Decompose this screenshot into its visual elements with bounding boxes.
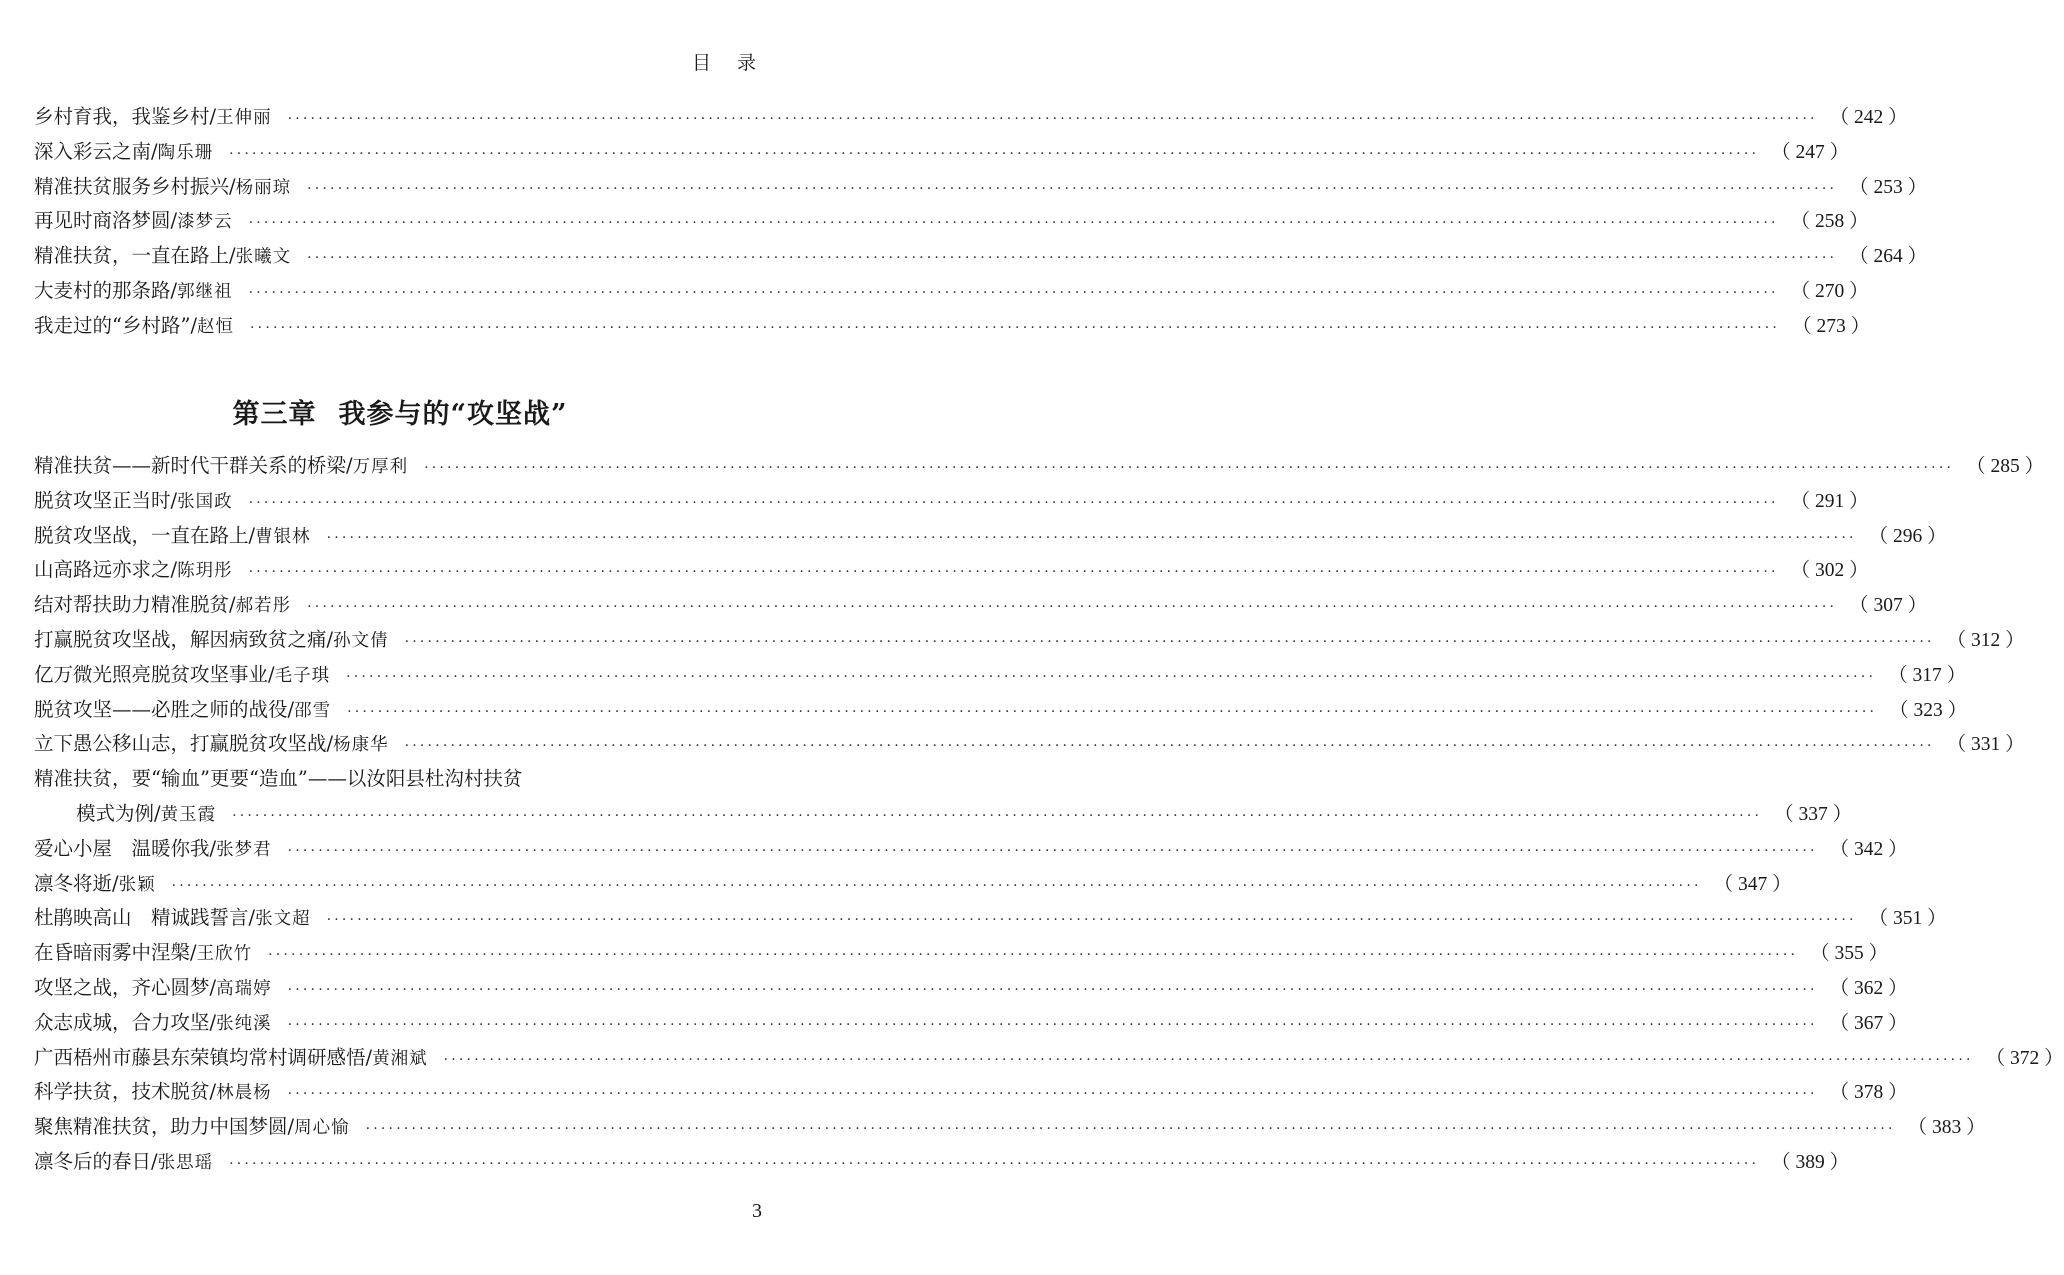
entry-separator: /	[170, 488, 178, 512]
chapter-title: 我参与的“攻坚战”	[338, 399, 568, 430]
leader-dots: ········································································································································································································	[404, 633, 1935, 650]
entry-title: 精准扶贫，一直在路上	[34, 244, 230, 268]
entry-separator: /	[268, 662, 275, 686]
leader-dots: ········································································································································································································	[443, 1051, 1974, 1068]
leader-dots: ········································································································································································································	[287, 842, 1818, 859]
toc-entry	[34, 1145, 1850, 1180]
leader-dots: ········································································································································································································	[229, 1155, 1760, 1172]
leader-dots: ········································································································································································································	[229, 145, 1760, 162]
entry-page: （ 258 ）	[1790, 211, 1869, 233]
toc-entry	[34, 867, 1792, 902]
entry-title: 众志成城，合力攻坚	[34, 1010, 210, 1034]
toc-entry	[34, 693, 1968, 728]
entry-title: 我走过的“乡村路”	[34, 313, 191, 337]
leader-dots: ········································································································································································································	[346, 668, 1877, 685]
entry-title: 凛冬后的春日	[34, 1149, 152, 1173]
leader-dots: ········································································································································································································	[287, 1016, 1818, 1033]
entry-page: （ 317 ）	[1888, 664, 1967, 686]
entry-title: 精准扶贫服务乡村振兴	[34, 174, 230, 198]
toc-entry	[34, 449, 2045, 484]
entry-title: 精准扶贫——新时代干群关系的桥梁	[34, 454, 347, 477]
entry-page: （ 331 ）	[1946, 734, 2025, 756]
entry-separator: /	[248, 906, 256, 930]
entry-separator: /	[209, 975, 217, 999]
entry-author: 张梦君	[216, 839, 272, 860]
entry-author: 陶乐珊	[157, 142, 214, 163]
entry-title: 广西梧州市藤县东荣镇均常村调研感悟	[34, 1045, 366, 1069]
leader-dots: ········································································································································································································	[232, 807, 1763, 824]
entry-separator: /	[248, 523, 256, 547]
entry-title: 深入彩云之南	[34, 139, 152, 163]
entry-title: 山高路远亦求之	[34, 558, 171, 582]
toc-entry	[34, 100, 1908, 135]
entry-author: 王伸丽	[216, 108, 272, 128]
toc-entry	[34, 588, 1928, 623]
entry-separator: /	[287, 1115, 295, 1139]
entry-author: 黄玉霞	[160, 804, 217, 825]
leader-dots: ········································································································································································································	[307, 250, 1838, 267]
entry-title: 大麦村的那条路	[34, 278, 171, 302]
leader-dots: ········································································································································································································	[250, 319, 1781, 336]
entry-page: （ 378 ）	[1829, 1082, 1908, 1104]
leader-dots: ········································································································································································································	[424, 460, 1955, 476]
entry-separator: /	[154, 801, 161, 825]
entry-title: 脱贫攻坚战，一直在路上	[34, 523, 249, 547]
toc-entry	[34, 727, 2025, 762]
entry-title: 凛冬将逝	[34, 871, 113, 895]
page-number: 3	[752, 1200, 762, 1222]
entry-separator: /	[151, 139, 158, 163]
entry-title: 亿万微光照亮脱贫攻坚事业	[34, 662, 269, 686]
toc-entry	[34, 484, 1869, 519]
leader-dots: ········································································································································································································	[347, 703, 1878, 720]
entry-separator: /	[209, 836, 217, 860]
entry-author: 张纯溪	[216, 1013, 272, 1034]
entry-title: 脱贫攻坚——必胜之师的战役	[34, 697, 288, 721]
leader-dots: ········································································································································································································	[307, 180, 1838, 197]
entry-author: 黄湘斌	[372, 1048, 428, 1069]
entry-page: （ 291 ）	[1790, 490, 1869, 512]
entry-page: （ 302 ）	[1790, 560, 1869, 582]
entry-page: （ 296 ）	[1868, 525, 1947, 547]
leader-dots: ········································································································································································································	[248, 215, 1779, 232]
toc-section-one	[34, 100, 1928, 344]
entry-author: 万厚利	[352, 457, 409, 477]
entry-author: 毛子琪	[274, 665, 331, 686]
entry-page: （ 383 ）	[1907, 1117, 1986, 1139]
entry-title: 乡村育我，我鉴乡村	[34, 105, 210, 128]
entry-page: （ 270 ）	[1790, 280, 1869, 302]
entry-title: 杜鹃映高山 精诚践誓言	[34, 906, 249, 930]
toc-entry	[34, 274, 1869, 309]
leader-dots: ········································································································································································································	[268, 947, 1799, 964]
entry-page: （ 389 ）	[1771, 1151, 1850, 1173]
entry-separator: /	[209, 1010, 217, 1034]
entry-separator: /	[170, 209, 178, 233]
leader-dots: ········································································································································································································	[326, 912, 1857, 929]
entry-author: 漆梦云	[177, 212, 233, 233]
toc-entry	[34, 239, 1928, 274]
entry-title: 模式为例	[76, 801, 155, 825]
toc-entry	[34, 971, 1908, 1006]
entry-page: （ 347 ）	[1713, 873, 1792, 895]
entry-author: 郝若彤	[235, 596, 292, 617]
entry-separator: /	[326, 627, 334, 651]
toc-entry-long-line1	[34, 762, 768, 797]
entry-author: 张文超	[255, 909, 311, 930]
entry-page: （ 312 ）	[1946, 629, 2025, 651]
entry-title: 聚焦精准扶贫，助力中国梦圆	[34, 1115, 288, 1139]
running-head: 目 录	[691, 52, 766, 74]
leader-dots: ········································································································································································································	[248, 284, 1779, 301]
entry-title: 在昏暗雨雾中涅槃	[34, 941, 191, 965]
entry-page: （ 242 ）	[1829, 107, 1908, 128]
entry-title: 结对帮扶助力精准脱贫	[34, 593, 230, 617]
entry-page: （ 253 ）	[1849, 176, 1928, 198]
entry-page: （ 351 ）	[1868, 908, 1947, 930]
leader-dots: ········································································································································································································	[326, 529, 1857, 546]
entry-title: 科学扶贫，技术脱贫	[34, 1080, 210, 1104]
entry-separator: /	[151, 1149, 158, 1173]
entry-separator: /	[229, 593, 236, 617]
entry-author: 郭继祖	[177, 281, 233, 302]
entry-title: 立下愚公移山志，打赢脱贫攻坚战	[34, 732, 327, 756]
entry-separator: /	[229, 174, 236, 198]
entry-page: （ 342 ）	[1829, 838, 1908, 860]
leader-dots: ········································································································································································································	[404, 738, 1935, 755]
entry-page: （ 273 ）	[1792, 315, 1871, 337]
entry-page: （ 337 ）	[1774, 803, 1853, 825]
chapter-number: 第三章	[232, 399, 317, 430]
entry-author: 杨康华	[333, 735, 389, 756]
entry-separator: /	[112, 871, 119, 895]
entry-page: （ 362 ）	[1829, 977, 1908, 999]
entry-separator: /	[287, 697, 295, 721]
toc-entry	[34, 170, 1928, 205]
entry-author: 张思瑶	[157, 1152, 214, 1173]
entry-author: 张曦文	[235, 247, 292, 268]
toc-entry	[34, 553, 1869, 588]
entry-separator: /	[170, 278, 178, 302]
entry-page: （ 323 ）	[1889, 699, 1968, 721]
toc-entry	[34, 1041, 2064, 1076]
toc-entry	[34, 519, 1947, 554]
toc-entry	[34, 936, 1889, 971]
entry-author: 周心愉	[294, 1118, 350, 1139]
entry-separator: /	[326, 732, 334, 756]
entry-author: 曹银林	[255, 526, 311, 547]
toc-entry	[34, 204, 1869, 239]
toc-entry	[34, 135, 1850, 170]
entry-separator: /	[190, 313, 198, 337]
toc-entry-long-line2	[34, 797, 1853, 832]
entry-page: （ 372 ）	[1985, 1047, 2064, 1069]
entry-separator: /	[346, 454, 353, 477]
chapter-heading	[0, 392, 800, 431]
toc-entry	[34, 901, 1947, 936]
entry-separator: /	[209, 1080, 217, 1104]
entry-title: 再见时商洛梦圆	[34, 209, 171, 233]
leader-dots: ········································································································································································································	[287, 111, 1818, 127]
entry-page: （ 355 ）	[1810, 943, 1889, 965]
entry-title: 攻坚之战，齐心圆梦	[34, 975, 210, 999]
toc-entry	[34, 1110, 1986, 1145]
entry-author: 邵雪	[294, 700, 332, 721]
leader-dots: ········································································································································································································	[287, 1086, 1818, 1103]
entry-page: （ 367 ）	[1829, 1012, 1908, 1034]
entry-author: 陈玥彤	[177, 561, 233, 582]
entry-title: 精准扶贫，要“输血”更要“造血”——以汝阳县杜沟村扶贫	[34, 767, 523, 791]
leader-dots: ········································································································································································································	[248, 494, 1779, 511]
toc-entry	[34, 658, 1967, 693]
leader-dots: ········································································································································································································	[365, 1121, 1896, 1138]
toc-entry	[34, 832, 1908, 867]
entry-separator: /	[365, 1045, 373, 1069]
entry-page: （ 264 ）	[1849, 246, 1928, 268]
entry-page: （ 247 ）	[1771, 141, 1850, 163]
toc-section-two	[34, 449, 2064, 1180]
toc-entry	[34, 623, 2025, 658]
entry-author: 张国政	[177, 491, 233, 512]
entry-author: 杨丽琼	[235, 177, 292, 198]
entry-author: 王欣竹	[196, 944, 253, 965]
entry-title: 爱心小屋 温暖你我	[34, 836, 210, 860]
entry-separator: /	[209, 105, 217, 128]
entry-separator: /	[170, 558, 178, 582]
leader-dots: ········································································································································································································	[307, 599, 1838, 616]
entry-page: （ 285 ）	[1966, 456, 2045, 477]
toc-entry	[34, 1006, 1908, 1041]
entry-title: 打赢脱贫攻坚战，解因病致贫之痛	[34, 627, 327, 651]
entry-author: 林晨杨	[216, 1083, 272, 1104]
entry-separator: /	[190, 941, 197, 965]
entry-separator: /	[229, 244, 236, 268]
leader-dots: ········································································································································································································	[248, 564, 1779, 581]
leader-dots: ········································································································································································································	[171, 877, 1702, 894]
toc-entry	[34, 309, 1871, 344]
leader-dots: ········································································································································································································	[287, 981, 1818, 998]
entry-author: 孙文倩	[333, 630, 389, 651]
toc-entry	[34, 1075, 1908, 1110]
entry-author: 高瑞婷	[216, 978, 272, 999]
entry-author: 张颖	[118, 874, 156, 895]
entry-author: 赵恒	[197, 316, 235, 337]
entry-title: 脱贫攻坚正当时	[34, 488, 171, 512]
entry-page: （ 307 ）	[1849, 595, 1928, 617]
